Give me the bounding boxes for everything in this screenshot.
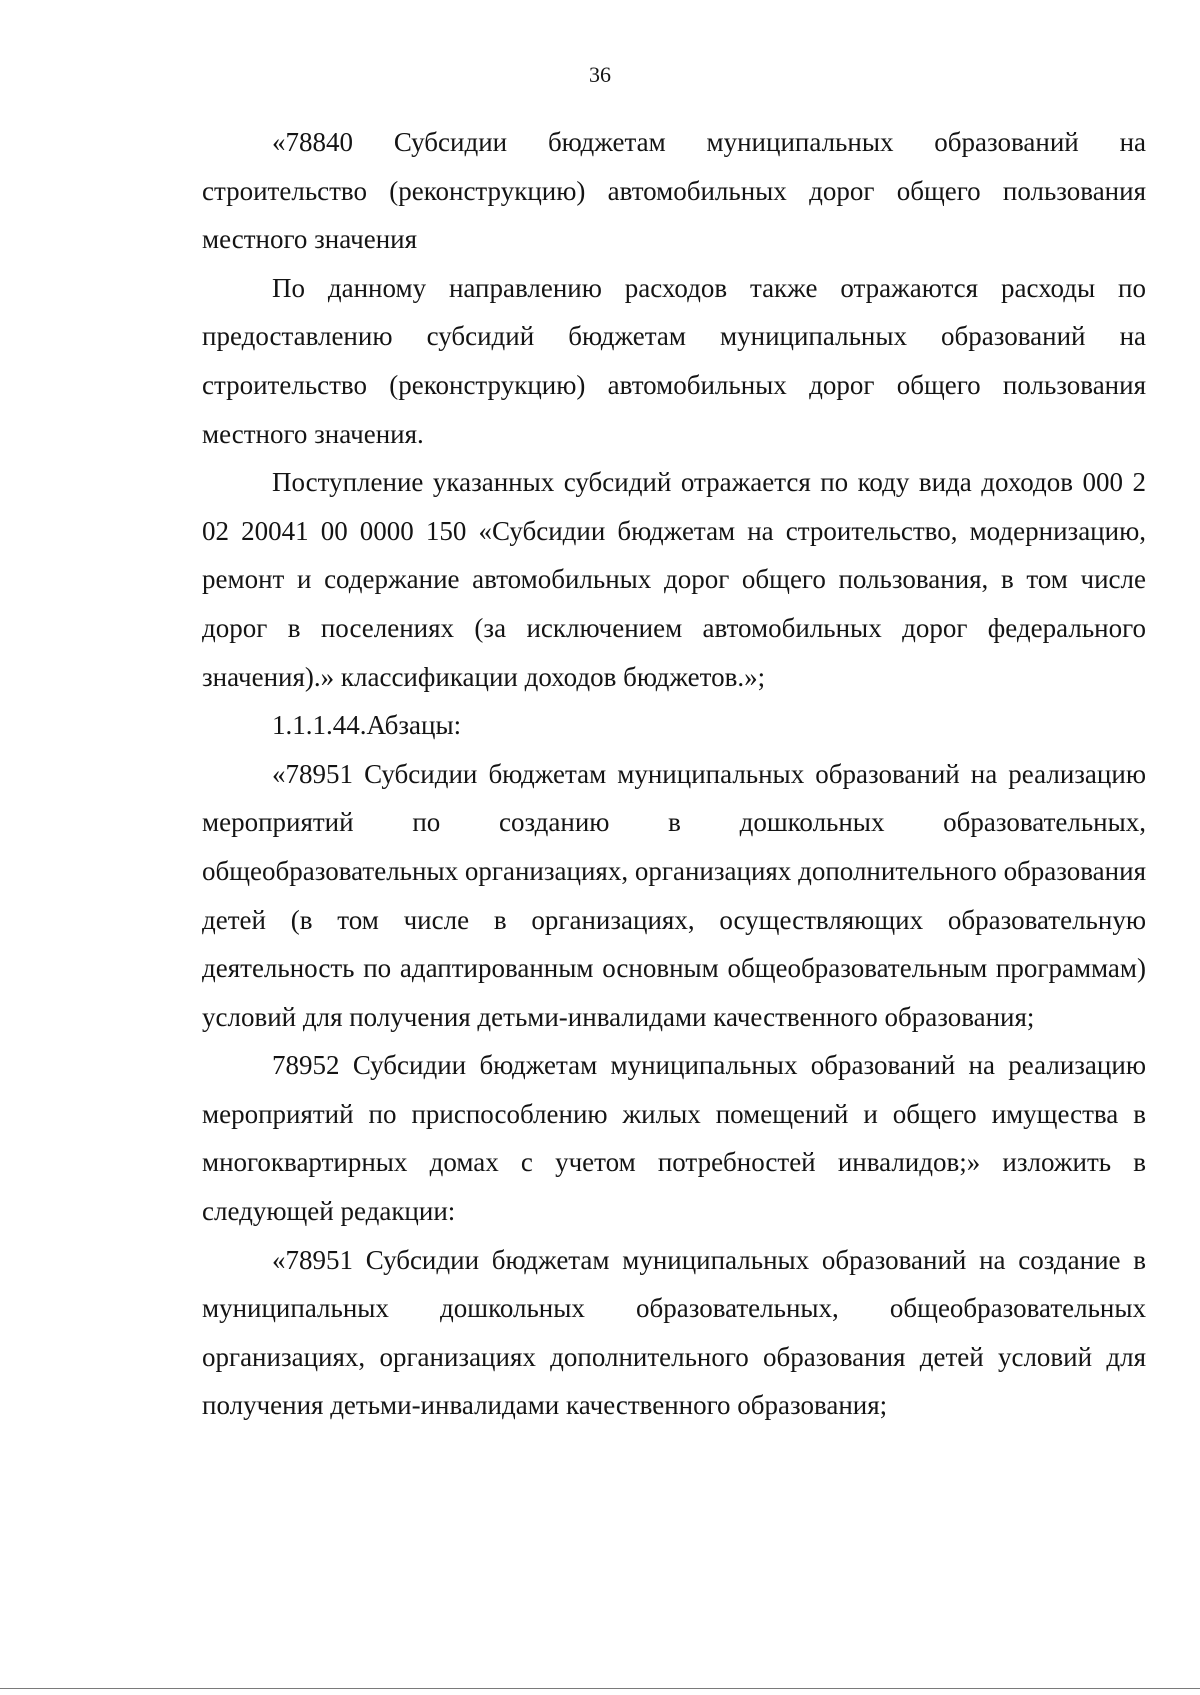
paragraph-78840-heading: «78840 Субсидии бюджетам муниципальных образований на строительство (реконструкцию) автомобильных дорог общего пользования местного значения <box>202 127 1146 255</box>
page-bottom-edge <box>0 1688 1200 1689</box>
paragraph-expense-direction: По данному направлению расходов также отражаются расходы по предоставлению субсидий бюджетам муниципальных образований на строительство (реконструкцию) автомобильных дорог общего пользования местного значения. <box>202 272 1146 449</box>
paragraph-income-code: Поступление указанных субсидий отражается по коду вида доходов 000 2 02 20041 00 0000 150 «Субсидии бюджетам на строительство, модернизацию, ремонт и содержание автомобильных дорог общего пользования, в том числе дорог в поселениях (за исключением автомобильных дорог федерального значения).» классификации доходов бюджетов.»; <box>202 467 1146 692</box>
paragraph-78952-old: 78952 Субсидии бюджетам муниципальных образований на реализацию мероприятий по приспособлению жилых помещений и общего имущества в многоквартирных домах с учетом потребностей инвалидов;» изложить в следующей редакции: <box>202 1050 1146 1227</box>
paragraph-78951-new: «78951 Субсидии бюджетам муниципальных образований на создание в муниципальных дошкольных образовательных, общеобразовательных организациях, организациях дополнительного образования детей условий для получения детьми-инвалидами качественного образования; <box>202 1244 1146 1421</box>
paragraph-78951-old: «78951 Субсидии бюджетам муниципальных образований на реализацию мероприятий по созданию в дошкольных образовательных, общеобразовательных организациях, организациях дополнительного образования детей (в том числе в организациях, осуществляющих образовательную деятельность по адаптированным основным общеобразовательным программам) условий для получения детьми-инвалидами качественного образования; <box>202 758 1146 1032</box>
page-number: 36 <box>589 62 611 87</box>
paragraph-section-1-1-1-44: 1.1.1.44.Абзацы: <box>272 710 462 741</box>
document-body <box>202 118 1146 1430</box>
